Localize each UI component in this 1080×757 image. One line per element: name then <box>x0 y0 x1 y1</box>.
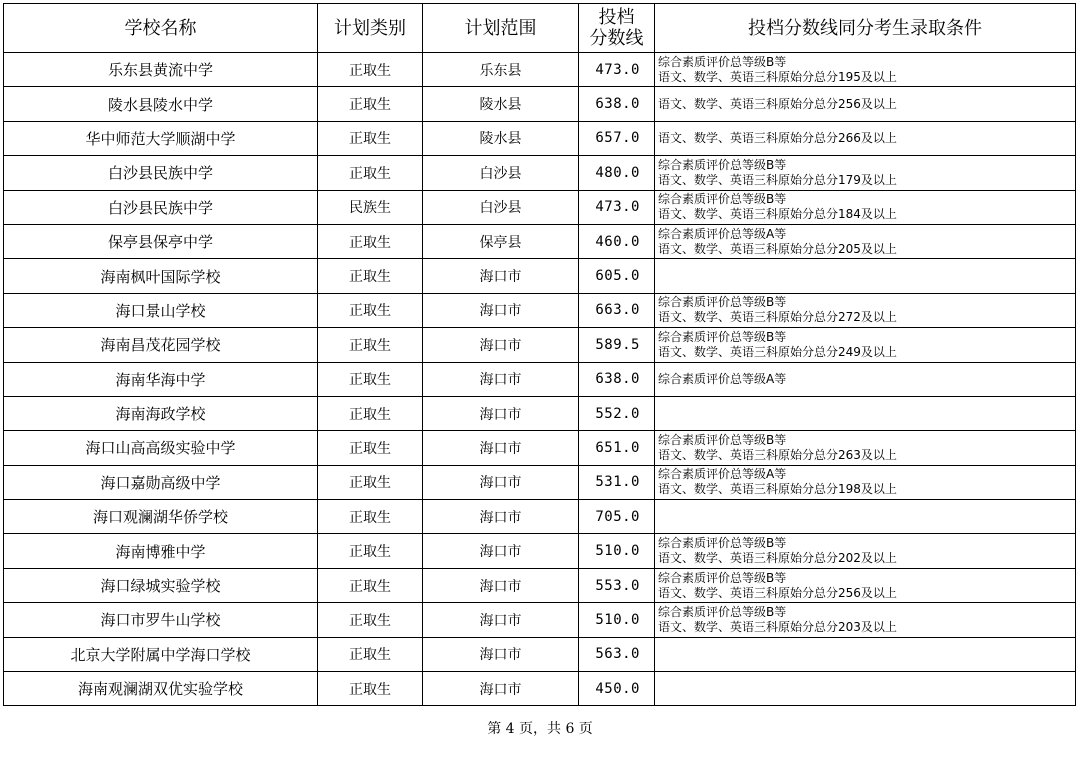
cell-condition <box>655 156 1076 190</box>
table-row <box>4 224 1076 258</box>
condition-line: 语文、数学、英语三科原始分总分249及以上 <box>658 344 897 359</box>
table-row <box>4 362 1076 396</box>
cell-school: 海南海政学校 <box>4 396 318 430</box>
cell-school: 海南博雅中学 <box>4 534 318 568</box>
cell-plan-scope: 海口市 <box>423 396 579 430</box>
header-score-line <box>579 4 655 53</box>
condition-line: 综合素质评价总等级B等 <box>658 604 787 619</box>
header-score-line-2: 分数线 <box>589 28 644 49</box>
table-row <box>4 293 1076 327</box>
table-row <box>4 534 1076 568</box>
cell-school: 白沙县民族中学 <box>4 156 318 190</box>
table-header-row <box>4 4 1076 53</box>
cell-school: 海口山高高级实验中学 <box>4 431 318 465</box>
cell-condition <box>655 396 1076 430</box>
cell-plan-type: 正取生 <box>318 328 423 362</box>
cell-school: 海南观澜湖双优实验学校 <box>4 672 318 706</box>
cell-plan-scope: 陵水县 <box>423 87 579 121</box>
cell-condition <box>655 293 1076 327</box>
cell-plan-scope: 保亭县 <box>423 224 579 258</box>
cell-school: 北京大学附属中学海口学校 <box>4 637 318 671</box>
cell-school: 海口景山学校 <box>4 293 318 327</box>
cell-score: 638.0 <box>579 87 655 121</box>
header-school: 学校名称 <box>4 4 318 53</box>
cell-condition <box>655 500 1076 534</box>
cell-score: 450.0 <box>579 672 655 706</box>
table-row <box>4 431 1076 465</box>
cell-condition <box>655 53 1076 87</box>
cell-plan-scope: 海口市 <box>423 465 579 499</box>
cell-plan-type: 正取生 <box>318 465 423 499</box>
condition-line: 综合素质评价总等级B等 <box>658 570 787 585</box>
cell-condition <box>655 534 1076 568</box>
condition-line: 综合素质评价总等级B等 <box>658 432 787 447</box>
cell-score: 473.0 <box>579 190 655 224</box>
cell-plan-scope: 海口市 <box>423 362 579 396</box>
table-row <box>4 190 1076 224</box>
cell-school: 海口绿城实验学校 <box>4 568 318 602</box>
cell-school: 海南枫叶国际学校 <box>4 259 318 293</box>
table-row <box>4 53 1076 87</box>
cell-plan-scope: 海口市 <box>423 328 579 362</box>
cell-plan-scope: 乐东县 <box>423 53 579 87</box>
cell-condition <box>655 121 1076 155</box>
table-row <box>4 500 1076 534</box>
cell-plan-scope: 海口市 <box>423 568 579 602</box>
cell-plan-type: 民族生 <box>318 190 423 224</box>
cell-school: 海南昌茂花园学校 <box>4 328 318 362</box>
table-row <box>4 156 1076 190</box>
cell-plan-scope: 海口市 <box>423 637 579 671</box>
cell-school: 海口嘉勋高级中学 <box>4 465 318 499</box>
condition-line: 语文、数学、英语三科原始分总分272及以上 <box>658 310 897 325</box>
cell-plan-type: 正取生 <box>318 224 423 258</box>
cell-school: 海口观澜湖华侨学校 <box>4 500 318 534</box>
table-row <box>4 603 1076 637</box>
condition-line: 综合素质评价总等级B等 <box>658 536 787 551</box>
condition-line: 综合素质评价总等级B等 <box>658 295 787 310</box>
cell-school: 海南华海中学 <box>4 362 318 396</box>
table-row <box>4 87 1076 121</box>
cell-condition <box>655 224 1076 258</box>
cell-plan-type: 正取生 <box>318 568 423 602</box>
cell-plan-type: 正取生 <box>318 603 423 637</box>
condition-line: 语文、数学、英语三科原始分总分266及以上 <box>658 130 897 145</box>
condition-line: 语文、数学、英语三科原始分总分195及以上 <box>658 69 897 84</box>
cell-condition <box>655 637 1076 671</box>
cell-score: 589.5 <box>579 328 655 362</box>
condition-line: 语文、数学、英语三科原始分总分184及以上 <box>658 207 897 222</box>
condition-line: 语文、数学、英语三科原始分总分202及以上 <box>658 551 897 566</box>
cell-plan-scope: 海口市 <box>423 500 579 534</box>
cell-score: 460.0 <box>579 224 655 258</box>
cell-plan-type: 正取生 <box>318 500 423 534</box>
cell-score: 553.0 <box>579 568 655 602</box>
condition-line: 综合素质评价总等级A等 <box>658 467 787 482</box>
cell-plan-type: 正取生 <box>318 259 423 293</box>
table-body <box>4 53 1076 706</box>
cell-condition <box>655 328 1076 362</box>
cell-school: 保亭县保亭中学 <box>4 224 318 258</box>
table-row <box>4 259 1076 293</box>
header-score-line-1: 投档 <box>598 7 635 28</box>
cell-score: 480.0 <box>579 156 655 190</box>
cell-plan-type: 正取生 <box>318 362 423 396</box>
condition-line: 语文、数学、英语三科原始分总分256及以上 <box>658 585 897 600</box>
cell-plan-type: 正取生 <box>318 293 423 327</box>
condition-line: 语文、数学、英语三科原始分总分205及以上 <box>658 241 897 256</box>
cell-plan-type: 正取生 <box>318 396 423 430</box>
cell-score: 510.0 <box>579 534 655 568</box>
cell-condition <box>655 362 1076 396</box>
cell-score: 657.0 <box>579 121 655 155</box>
table-row <box>4 672 1076 706</box>
cell-condition <box>655 603 1076 637</box>
table-row <box>4 121 1076 155</box>
cell-school: 乐东县黄流中学 <box>4 53 318 87</box>
cell-score: 605.0 <box>579 259 655 293</box>
condition-line: 综合素质评价总等级B等 <box>658 329 787 344</box>
cell-score: 552.0 <box>579 396 655 430</box>
table-row <box>4 465 1076 499</box>
cell-score: 638.0 <box>579 362 655 396</box>
cell-score: 473.0 <box>579 53 655 87</box>
table-row <box>4 396 1076 430</box>
cell-plan-type: 正取生 <box>318 672 423 706</box>
cell-plan-scope: 陵水县 <box>423 121 579 155</box>
condition-line: 综合素质评价总等级A等 <box>658 371 787 386</box>
cell-plan-scope: 白沙县 <box>423 156 579 190</box>
cell-plan-type: 正取生 <box>318 87 423 121</box>
cell-school: 海口市罗牛山学校 <box>4 603 318 637</box>
cell-plan-scope: 白沙县 <box>423 190 579 224</box>
cell-plan-scope: 海口市 <box>423 259 579 293</box>
cell-plan-type: 正取生 <box>318 637 423 671</box>
condition-line: 语文、数学、英语三科原始分总分256及以上 <box>658 96 897 111</box>
cell-score: 510.0 <box>579 603 655 637</box>
cell-school: 陵水县陵水中学 <box>4 87 318 121</box>
condition-line: 语文、数学、英语三科原始分总分203及以上 <box>658 619 897 634</box>
cell-condition <box>655 87 1076 121</box>
cell-plan-type: 正取生 <box>318 53 423 87</box>
header-plan-type: 计划类别 <box>318 4 423 53</box>
cell-condition <box>655 190 1076 224</box>
cell-condition <box>655 465 1076 499</box>
condition-line: 综合素质评价总等级A等 <box>658 226 787 241</box>
cell-score: 651.0 <box>579 431 655 465</box>
cell-score: 531.0 <box>579 465 655 499</box>
condition-line: 综合素质评价总等级B等 <box>658 157 787 172</box>
table-row <box>4 568 1076 602</box>
cell-school: 白沙县民族中学 <box>4 190 318 224</box>
header-plan-scope: 计划范围 <box>423 4 579 53</box>
condition-line: 综合素质评价总等级B等 <box>658 54 787 69</box>
condition-line: 语文、数学、英语三科原始分总分198及以上 <box>658 482 897 497</box>
cell-plan-type: 正取生 <box>318 121 423 155</box>
condition-line: 语文、数学、英语三科原始分总分179及以上 <box>658 172 897 187</box>
cell-plan-type: 正取生 <box>318 156 423 190</box>
cell-plan-scope: 海口市 <box>423 431 579 465</box>
cell-condition <box>655 259 1076 293</box>
table-row <box>4 637 1076 671</box>
cell-plan-scope: 海口市 <box>423 603 579 637</box>
cell-plan-scope: 海口市 <box>423 672 579 706</box>
table-row <box>4 328 1076 362</box>
cell-plan-scope: 海口市 <box>423 534 579 568</box>
cell-score: 663.0 <box>579 293 655 327</box>
cell-score: 563.0 <box>579 637 655 671</box>
page-footer: 第 4 页，共 6 页 <box>487 721 593 737</box>
cell-condition <box>655 672 1076 706</box>
cell-school: 华中师范大学顺湖中学 <box>4 121 318 155</box>
cell-condition <box>655 431 1076 465</box>
cell-score: 705.0 <box>579 500 655 534</box>
header-condition: 投档分数线同分考生录取条件 <box>655 4 1076 53</box>
cell-plan-type: 正取生 <box>318 431 423 465</box>
cell-plan-scope: 海口市 <box>423 293 579 327</box>
condition-line: 语文、数学、英语三科原始分总分263及以上 <box>658 447 897 462</box>
cell-plan-type: 正取生 <box>318 534 423 568</box>
cell-condition <box>655 568 1076 602</box>
admission-score-table <box>3 3 1076 706</box>
condition-line: 综合素质评价总等级B等 <box>658 192 787 207</box>
